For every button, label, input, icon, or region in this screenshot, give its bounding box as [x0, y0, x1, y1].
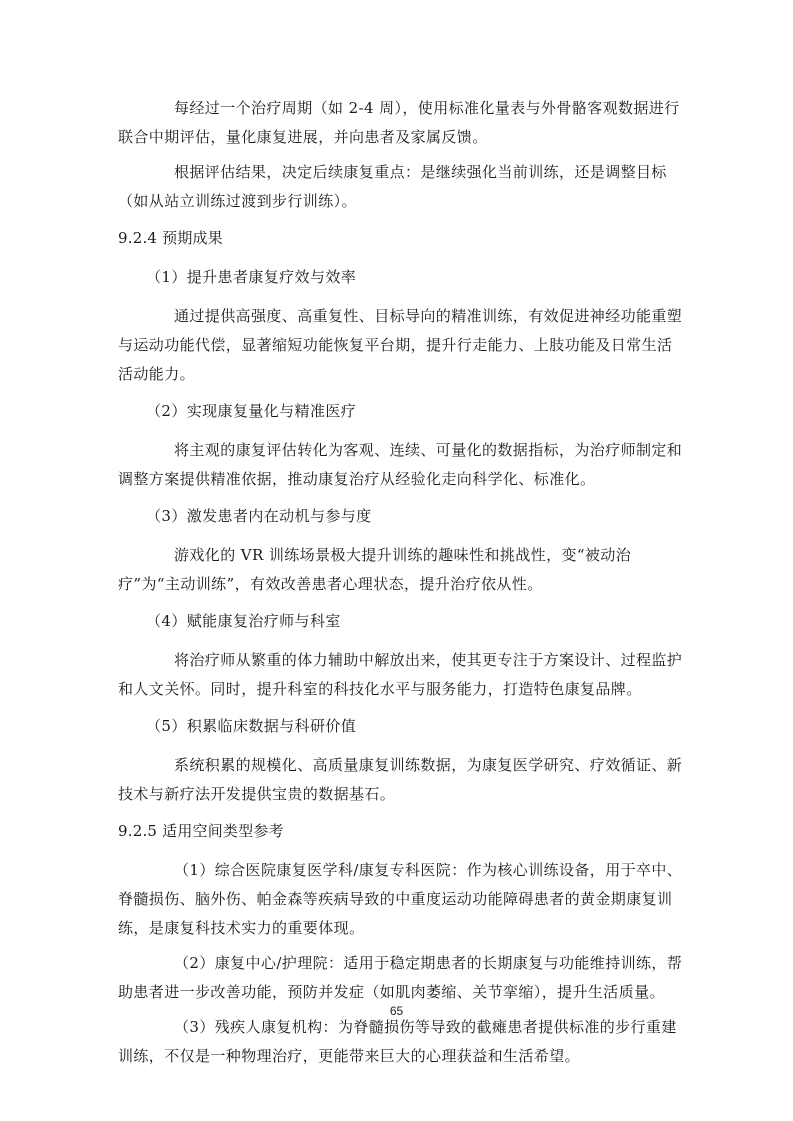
paragraph-quantification: 将主观的康复评估转化为客观、连续、可量化的数据指标，为治疗师制定和调整方案提供精准依据，推动康复治疗从经验化走向科学化、标准化。 — [118, 441, 683, 488]
section-heading-9-2-5: 9.2.5 适用空间类型参考 — [118, 822, 284, 840]
subheading-5: （5）积累临床数据与科研价值 — [146, 717, 357, 735]
subheading-1: （1）提升患者康复疗效与效率 — [146, 268, 357, 286]
paragraph-clinical-data: 系统积累的规模化、高质量康复训练数据，为康复医学研究、疗效循证、新技术与新疗法开发提供宝贵的数据基石。 — [118, 756, 683, 803]
paragraph-motivation: 游戏化的 VR 训练场景极大提升训练的趣味性和挑战性，变“被动治疗”为“主动训练”，有效改善患者心理状态，提升治疗依从性。 — [118, 546, 632, 593]
section-heading-9-2-4: 9.2.4 预期成果 — [118, 229, 223, 247]
paragraph-efficacy: 通过提供高强度、高重复性、目标导向的精准训练，有效促进神经功能重塑与运动功能代偿，显著缩短功能恢复平台期，提升行走能力、上肢功能及日常生活活动能力。 — [118, 307, 683, 383]
page-body — [118, 94, 684, 1077]
paragraph-therapist-empowerment: 将治疗师从繁重的体力辅助中解放出来，使其更专注于方案设计、过程监护和人文关怀。同时，提升科室的科技化水平与服务能力，打造特色康复品牌。 — [118, 651, 683, 698]
subheading-4: （4）赋能康复治疗师与科室 — [146, 612, 341, 630]
page-number: 65 — [389, 1004, 404, 1018]
paragraph-disability-rehab: （3）残疾人康复机构：为脊髓损伤等导致的截瘫患者提供标准的步行重建训练，不仅是一种物理治疗，更能带来巨大的心理获益和生活希望。 — [118, 1018, 677, 1065]
paragraph-general-hospital: （1）综合医院康复医学科/康复专科医院：作为核心训练设备，用于卒中、脊髓损伤、脑外伤、帕金森等疾病导致的中重度运动功能障碍患者的黄金期康复训练，是康复科技术实力的重要体现。 — [118, 861, 683, 937]
paragraph-mid-term-evaluation: 每经过一个治疗周期（如 2-4 周），使用标准化量表与外骨骼客观数据进行联合中期评估，量化康复进展，并向患者及家属反馈。 — [118, 99, 680, 146]
paragraph-rehab-center: （2）康复中心/护理院：适用于稳定期患者的长期康复与功能维持训练，帮助患者进一步改善功能，预防并发症（如肌肉萎缩、关节挛缩），提升生活质量。 — [118, 954, 683, 1001]
subheading-3: （3）激发患者内在动机与参与度 — [146, 507, 372, 525]
paragraph-adjust-focus: 根据评估结果，决定后续康复重点：是继续强化当前训练，还是调整目标（如从站立训练过渡到步行训练）。 — [118, 163, 667, 210]
subheading-2: （2）实现康复量化与精准医疗 — [146, 402, 357, 420]
